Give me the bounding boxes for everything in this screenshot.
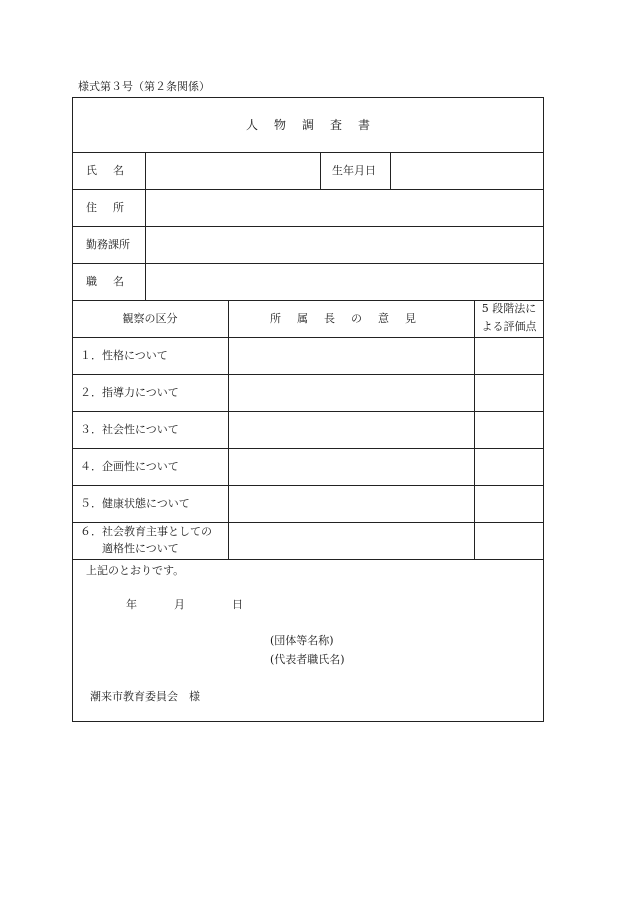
rating-field[interactable]: [475, 338, 543, 373]
opinion-field[interactable]: [229, 486, 473, 521]
opinion-header: 所属長の意見: [270, 312, 432, 325]
address-label: 住所: [86, 201, 140, 214]
rating-field[interactable]: [475, 486, 543, 521]
date-month: 月: [174, 598, 185, 611]
row-label-suitability-line2: 適格性について: [102, 542, 179, 555]
workplace-label: 勤務課所: [86, 238, 130, 251]
date-day: 日: [232, 598, 243, 611]
rating-field[interactable]: [475, 375, 543, 410]
row-label-leadership: ２．指導力について: [80, 386, 179, 399]
rating-header-line1: 5 段階法に: [481, 302, 537, 315]
row-label-sociability: ３．社会性について: [80, 423, 179, 436]
rule: [320, 152, 321, 189]
form-title: 人物調査書: [245, 118, 387, 132]
name-field[interactable]: [146, 153, 319, 188]
row-label-suitability-line1: ６．社会教育主事としての: [80, 525, 212, 538]
row-label-health: ５．健康状態について: [80, 497, 190, 510]
closing-statement: 上記のとおりです。: [86, 564, 185, 577]
opinion-field[interactable]: [229, 449, 473, 484]
form-number: 様式第３号（第２条関係）: [78, 80, 210, 93]
date-year: 年: [126, 598, 137, 611]
rating-header-line2: よる評価点: [481, 320, 537, 333]
opinion-field[interactable]: [229, 523, 473, 558]
rule: [72, 559, 544, 560]
opinion-field[interactable]: [229, 338, 473, 373]
row-label-planning: ４．企画性について: [80, 460, 179, 473]
position-field[interactable]: [146, 264, 543, 299]
workplace-field[interactable]: [146, 227, 543, 262]
row-label-personality: １．性格について: [80, 349, 168, 362]
address-field[interactable]: [146, 190, 543, 225]
representative-name: (代表者職氏名): [270, 653, 345, 666]
rating-field[interactable]: [475, 449, 543, 484]
position-label: 職名: [86, 275, 140, 288]
organization-name: (団体等名称): [270, 634, 334, 647]
rating-field[interactable]: [475, 412, 543, 447]
opinion-field[interactable]: [229, 375, 473, 410]
name-label: 氏名: [86, 164, 140, 177]
birthdate-label: 生年月日: [332, 164, 376, 177]
opinion-field[interactable]: [229, 412, 473, 447]
category-header: 観察の区分: [122, 312, 178, 325]
addressee: 潮来市教育委員会 様: [90, 690, 200, 703]
birthdate-field[interactable]: [391, 153, 543, 188]
rating-field[interactable]: [475, 523, 543, 558]
